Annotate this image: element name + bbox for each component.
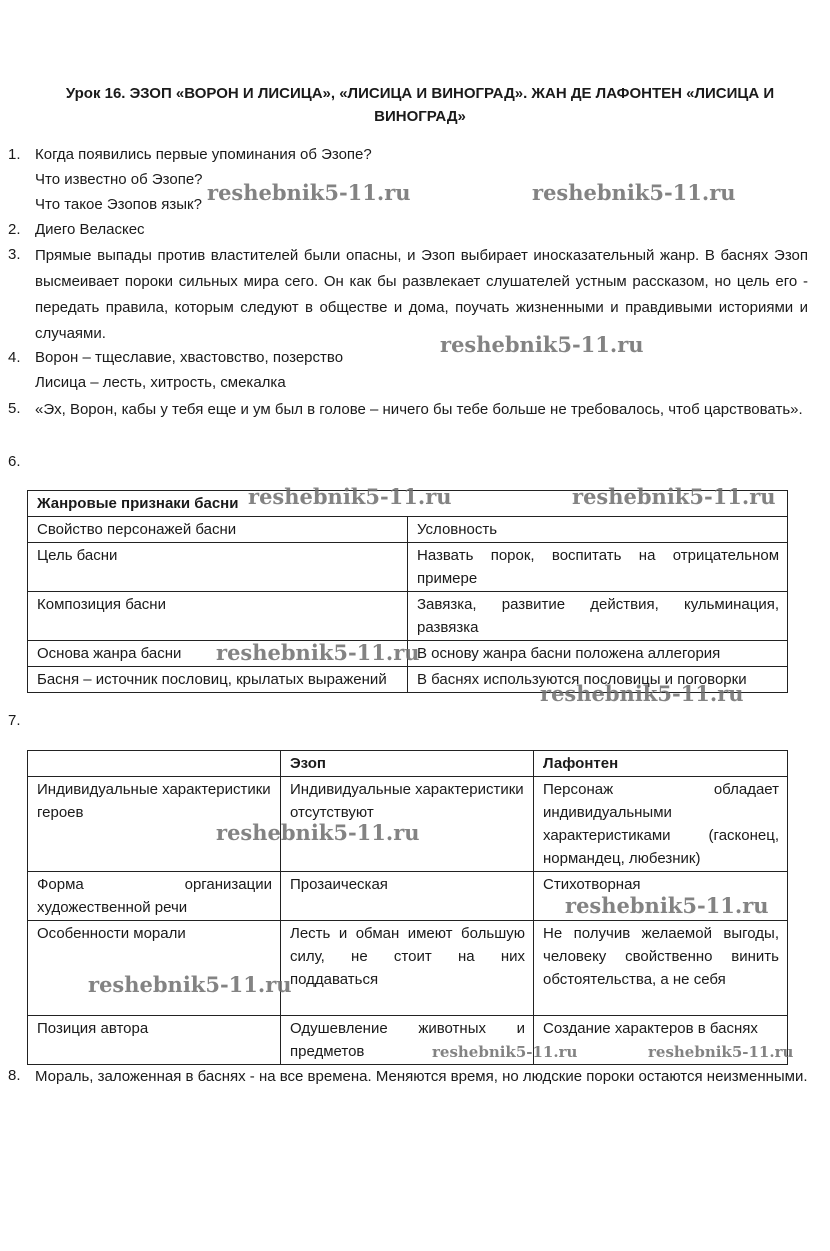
table-header-cell: Эзоп: [281, 751, 534, 777]
table-cell: Композиция басни: [28, 592, 408, 641]
table-cell: Лесть и обман имеют большую силу, не стоит на них поддаваться: [281, 921, 534, 1016]
table-row: [28, 517, 788, 543]
table-cell: Создание характеров в баснях: [534, 1016, 788, 1065]
answer-8: Мораль, заложенная в баснях - на все времена. Меняются время, но людские пороки остаются неизменными.: [35, 1068, 808, 1085]
item-number: 6.: [8, 453, 21, 470]
table-cell: Индивидуальные характеристики отсутствуют: [281, 777, 534, 872]
watermark: reshebnik5-11.ru: [532, 180, 736, 205]
item-number: 7.: [8, 712, 21, 729]
answer-1-line-3: Что такое Эзопов язык?: [35, 196, 202, 213]
table-cell: Завязка, развитие действия, кульминация, развязка: [408, 592, 788, 641]
table-cell: Цель басни: [28, 543, 408, 592]
answer-2: Диего Веласкес: [35, 221, 145, 238]
table-header-row: [28, 751, 788, 777]
table-header-cell: [28, 751, 281, 777]
table-header-cell: Жанровые признаки басни: [28, 491, 788, 517]
watermark: reshebnik5-11.ru: [572, 484, 776, 509]
watermark: reshebnik5-11.ru: [440, 332, 644, 357]
page-title: Урок 16. ЭЗОП «ВОРОН И ЛИСИЦА», «ЛИСИЦА И ВИНОГРАД». ЖАН ДЕ ЛАФОНТЕН «ЛИСИЦА И ВИНОГРАД»: [65, 85, 775, 125]
watermark: reshebnik5-11.ru: [207, 180, 411, 205]
table-cell: Назвать порок, воспитать на отрицательном примере: [408, 543, 788, 592]
table-header-cell: Лафонтен: [534, 751, 788, 777]
table-cell: В основу жанра басни положена аллегория: [408, 641, 788, 667]
item-number: 1.: [8, 146, 21, 163]
watermark: reshebnik5-11.ru: [540, 681, 744, 706]
watermark: reshebnik5-11.ru: [216, 820, 420, 845]
item-number: 5.: [8, 400, 21, 417]
table-cell: Условность: [408, 517, 788, 543]
item-number: 2.: [8, 221, 21, 238]
table-row: [28, 921, 788, 1016]
answer-1-line-2: Что известно об Эзопе?: [35, 171, 203, 188]
table-cell: Форма организации художественной речи: [28, 872, 281, 921]
table-cell: Одушевление животных и предметов: [281, 1016, 534, 1065]
table-cell: Основа жанра басни: [28, 641, 408, 667]
table-cell: Прозаическая: [281, 872, 534, 921]
table-cell: Стихотворная: [534, 872, 788, 921]
answer-1-line-1: Когда появились первые упоминания об Эзопе?: [35, 146, 372, 163]
answer-5: «Эх, Ворон, кабы у тебя еще и ум был в голове – ничего бы тебе больше не требовалось, чтоб царствовать».: [35, 401, 803, 418]
table-cell: Особенности морали: [28, 921, 281, 1016]
answer-4-line-1: Ворон – тщеславие, хвастовство, позерство: [35, 349, 344, 366]
watermark: reshebnik5-11.ru: [88, 972, 292, 997]
table-cell: Свойство персонажей басни: [28, 517, 408, 543]
table-cell: Басня – источник пословиц, крылатых выражений: [28, 667, 408, 693]
answer-4-line-2: Лисица – лесть, хитрость, смекалка: [35, 374, 286, 391]
item-number: 4.: [8, 349, 21, 366]
watermark: reshebnik5-11.ru: [248, 484, 452, 509]
table-cell: Персонаж обладает индивидуальными характеристиками (гасконец, нормандец, любезник): [534, 777, 788, 872]
watermark: reshebnik5-11.ru: [648, 1043, 794, 1061]
table-cell: Индивидуальные характеристики героев: [28, 777, 281, 872]
table-cell: В баснях используются пословицы и поговорки: [408, 667, 788, 693]
table-cell: Не получив желаемой выгоды, человеку свойственно винить обстоятельства, а не себя: [534, 921, 788, 1016]
item-number: 8.: [8, 1067, 21, 1084]
answer-3: Прямые выпады против властителей были опасны, и Эзоп выбирает иносказательный жанр. В баснях Эзоп высмеивает пороки сильных мира сего. Он как бы развлекает слушателей устным рассказом, но цель его - передать правила, которым следуют в обществе и дома, поучать жизненными и правдивыми историями и случаями.: [35, 247, 808, 342]
watermark: reshebnik5-11.ru: [216, 640, 420, 665]
table-row: [28, 592, 788, 641]
table-cell: Позиция автора: [28, 1016, 281, 1065]
item-number: 3.: [8, 246, 21, 263]
watermark: reshebnik5-11.ru: [432, 1043, 578, 1061]
table-row: [28, 543, 788, 592]
watermark: reshebnik5-11.ru: [565, 893, 769, 918]
